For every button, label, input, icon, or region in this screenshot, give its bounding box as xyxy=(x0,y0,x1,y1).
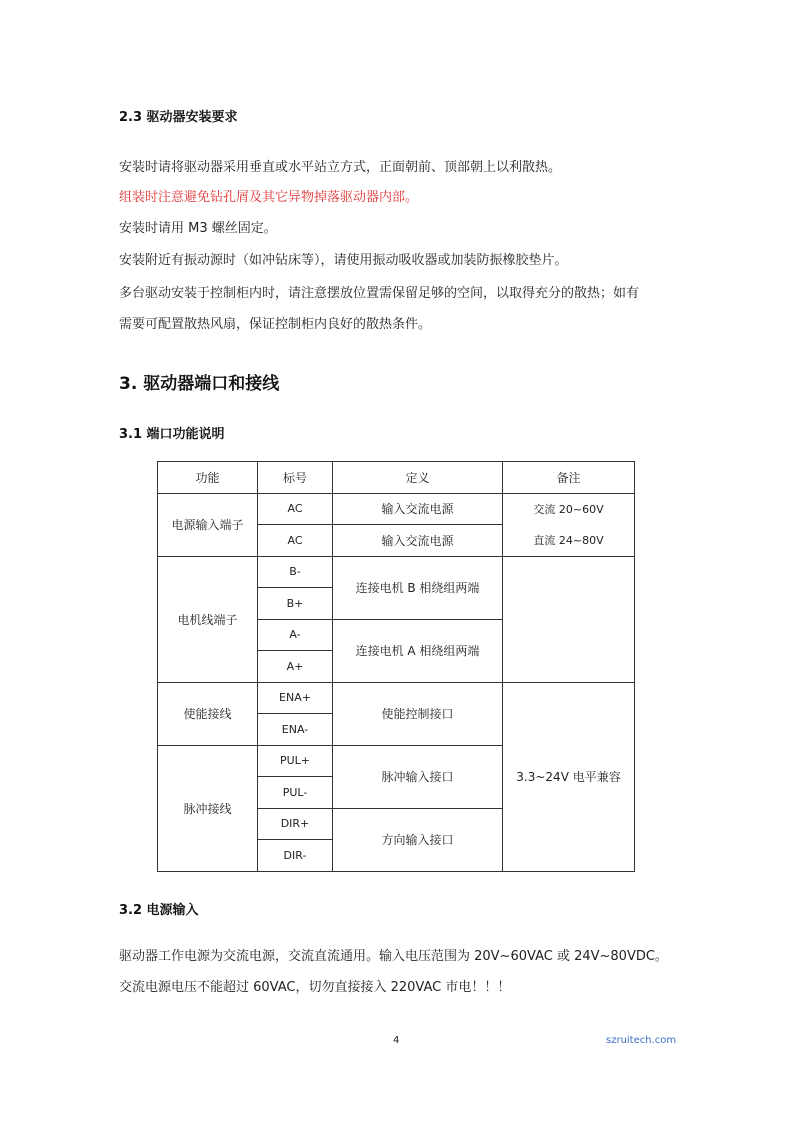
group-cell: 电机线端子 xyxy=(158,556,258,682)
paragraph-line: 多台驱动安装于控制柜内时，请注意摆放位置需保留足够的空间，以取得充分的散热；如有 xyxy=(119,286,640,301)
note-cell: 3.3~24V 电平兼容 xyxy=(503,682,635,871)
header-cell: 备注 xyxy=(503,462,635,494)
label-cell: ENA- xyxy=(258,714,333,746)
footer-website: szruitech.com xyxy=(606,1035,677,1046)
group-cell: 电源输入端子 xyxy=(158,493,258,556)
warning-line: 组装时注意避免钻孔屑及其它异物掉落驱动器内部。 xyxy=(119,190,419,205)
label-cell: B+ xyxy=(258,588,333,620)
paragraph-line: 驱动器工作电源为交流电源，交流直流通用。输入电压范围为 20V~60VAC 或 24V~80VDC。 xyxy=(119,949,668,964)
port-function-table xyxy=(157,461,635,872)
section-3-1-heading: 3.1 端口功能说明 xyxy=(119,427,225,442)
table-header-row xyxy=(158,462,635,494)
definition-cell: 输入交流电源 xyxy=(333,493,503,525)
label-cell: AC xyxy=(258,525,333,557)
header-cell: 标号 xyxy=(258,462,333,494)
label-cell: A+ xyxy=(258,651,333,683)
label-cell: A- xyxy=(258,619,333,651)
page-number: 4 xyxy=(393,1035,400,1046)
label-cell: AC xyxy=(258,493,333,525)
note-cell: 交流 20~60V xyxy=(503,493,635,525)
paragraph-line: 需要可配置散热风扇，保证控制柜内良好的散热条件。 xyxy=(119,317,432,332)
label-cell: PUL- xyxy=(258,777,333,809)
paragraph-line: 安装时请用 M3 螺丝固定。 xyxy=(119,221,277,236)
label-cell: DIR- xyxy=(258,840,333,872)
label-cell: B- xyxy=(258,556,333,588)
definition-cell: 使能控制接口 xyxy=(333,682,503,745)
section-2-3-heading: 2.3 驱动器安装要求 xyxy=(119,110,238,125)
paragraph-line: 交流电源电压不能超过 60VAC，切勿直接接入 220VAC 市电！！！ xyxy=(119,980,511,995)
table-row xyxy=(158,493,635,525)
definition-cell: 方向输入接口 xyxy=(333,808,503,871)
note-cell-empty xyxy=(503,556,635,682)
header-cell: 定义 xyxy=(333,462,503,494)
group-cell: 使能接线 xyxy=(158,682,258,745)
section-3-2-heading: 3.2 电源输入 xyxy=(119,903,199,918)
label-cell: PUL+ xyxy=(258,745,333,777)
definition-cell: 连接电机 A 相绕组两端 xyxy=(333,619,503,682)
paragraph-line: 安装时请将驱动器采用垂直或水平站立方式，正面朝前、顶部朝上以利散热。 xyxy=(119,160,562,175)
header-cell: 功能 xyxy=(158,462,258,494)
paragraph-line: 安装附近有振动源时（如冲钻床等），请使用振动吸收器或加装防振橡胶垫片。 xyxy=(119,253,568,268)
definition-cell: 输入交流电源 xyxy=(333,525,503,557)
note-cell: 直流 24~80V xyxy=(503,525,635,557)
label-cell: ENA+ xyxy=(258,682,333,714)
group-cell: 脉冲接线 xyxy=(158,745,258,871)
definition-cell: 脉冲输入接口 xyxy=(333,745,503,808)
table-row xyxy=(158,556,635,588)
section-3-heading: 3. 驱动器端口和接线 xyxy=(119,374,280,394)
table-row xyxy=(158,682,635,714)
label-cell: DIR+ xyxy=(258,808,333,840)
definition-cell: 连接电机 B 相绕组两端 xyxy=(333,556,503,619)
